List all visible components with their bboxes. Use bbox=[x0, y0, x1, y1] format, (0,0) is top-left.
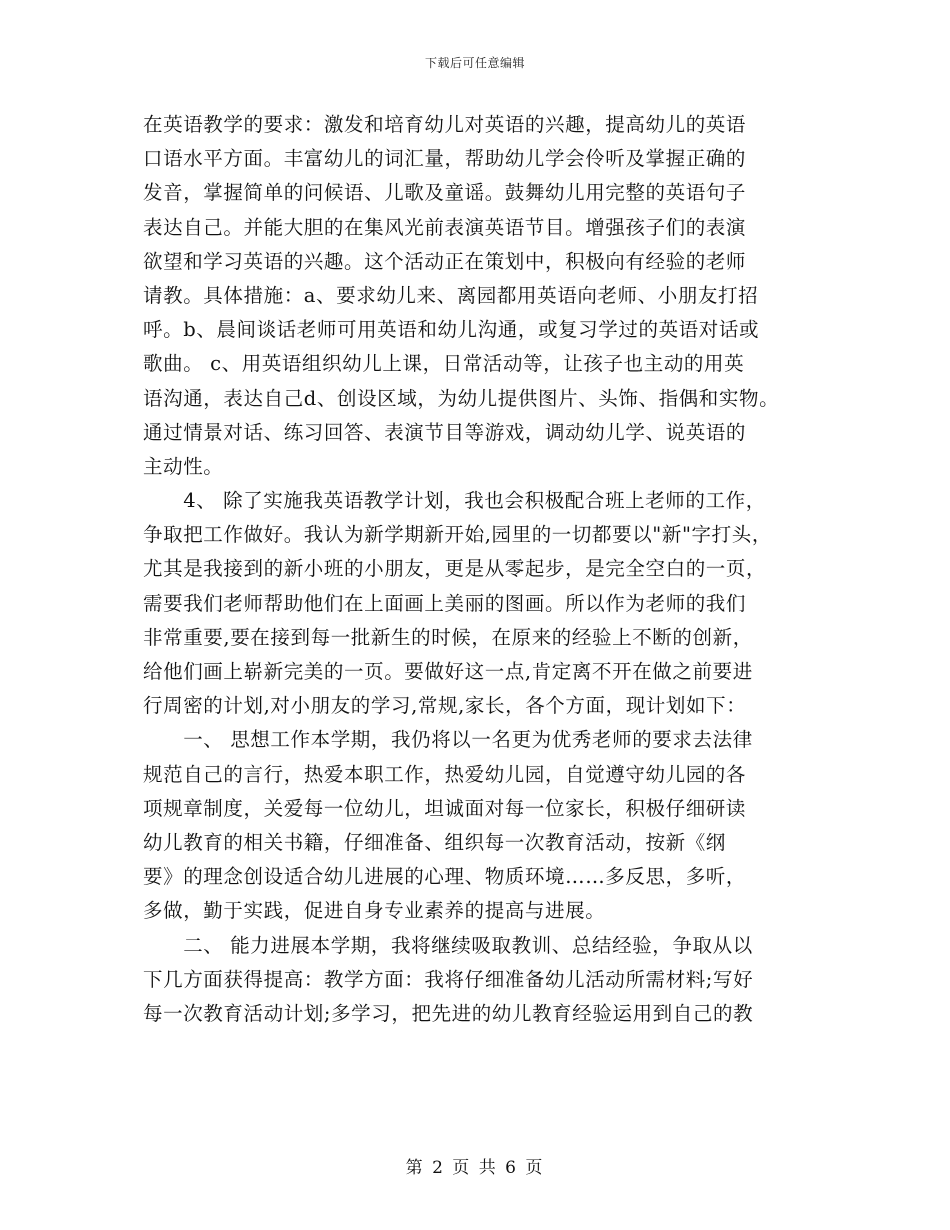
text-line: 每一次教育活动计划;多学习，把先进的幼儿教育经验运用到自己的教 bbox=[143, 1001, 754, 1025]
text-line: 规范自己的言行，热爱本职工作，热爱幼儿园，自觉遵守幼儿园的各 bbox=[143, 762, 747, 786]
text-line: 给他们画上崭新完美的一页。要做好这一点,肯定离不开在做之前要进 bbox=[143, 660, 753, 683]
text-line: 4、 除了实施我英语教学计划，我也会积极配合班上老师的工作， bbox=[143, 489, 766, 513]
text-line: 请教。具体措施：a、要求幼儿来、离园都用英语向老师、小朋友打招 bbox=[143, 283, 759, 307]
text-line: 语沟通，表达自己d、创设区域，为幼儿提供图片、头饰、指偶和实物。 bbox=[143, 386, 780, 410]
text-line: 主动性。 bbox=[143, 454, 224, 478]
text-line: 表达自己。并能大胆的在集风光前表演英语节目。增强孩子们的表演 bbox=[143, 215, 747, 239]
text-line: 非常重要,要在接到每一批新生的时候，在原来的经验上不断的创新， bbox=[143, 625, 753, 649]
text-line: 一、 思想工作本学期，我仍将以一名更为优秀老师的要求去法律 bbox=[143, 728, 753, 752]
text-line: 多做，勤于实践，促进自身专业素养的提高与进展。 bbox=[143, 899, 606, 923]
text-line: 口语水平方面。丰富幼儿的词汇量，帮助幼儿学会伶听及掌握正确的 bbox=[143, 147, 747, 171]
text-line: 二、 能力进展本学期，我将继续吸取教训、总结经验，争取从以 bbox=[143, 933, 753, 957]
text-line: 争取把工作做好。我认为新学期新开始,园里的一切都要以"新"字打头， bbox=[143, 523, 772, 547]
page-header: 下载后可任意编辑 bbox=[424, 56, 525, 70]
text-line: 项规章制度，关爱每一位幼儿，坦诚面对每一位家长，积极仔细研读 bbox=[143, 796, 747, 820]
text-line: 在英语教学的要求：激发和培育幼儿对英语的兴趣，提高幼儿的英语 bbox=[143, 113, 747, 136]
text-line: 歌曲。 c、用英语组织幼儿上课，日常活动等，让孩子也主动的用英 bbox=[143, 352, 745, 376]
text-line: 要》的理念创设适合幼儿进展的心理、物质环境……多反思，多听， bbox=[143, 865, 747, 889]
document-body bbox=[143, 108, 843, 1031]
page-number-footer: 第 2 页 共 6 页 bbox=[405, 1158, 545, 1178]
text-line: 发音，掌握简单的问候语、儿歌及童谣。鼓舞幼儿用完整的英语句子 bbox=[143, 181, 747, 205]
text-line: 幼儿教育的相关书籍，仔细准备、组织每一次教育活动，按新《纲 bbox=[143, 830, 726, 854]
text-line: 通过情景对话、练习回答、表演节目等游戏，调动幼儿学、说英语的 bbox=[143, 420, 747, 444]
text-line: 下几方面获得提高：教学方面：我将仔细准备幼儿活动所需材料;写好 bbox=[143, 967, 754, 991]
text-line: 欲望和学习英语的兴趣。这个活动正在策划中，积极向有经验的老师 bbox=[143, 249, 747, 273]
text-line: 呼。b、晨间谈话老师可用英语和幼儿沟通，或复习学过的英语对话或 bbox=[143, 318, 760, 342]
text-line: 行周密的计划,对小朋友的学习,常规,家长，各个方面，现计划如下： bbox=[143, 694, 747, 718]
text-line: 需要我们老师帮助他们在上面画上美丽的图画。所以作为老师的我们 bbox=[143, 591, 747, 615]
text-line: 尤其是我接到的新小班的小朋友，更是从零起步，是完全空白的一页， bbox=[143, 557, 767, 581]
